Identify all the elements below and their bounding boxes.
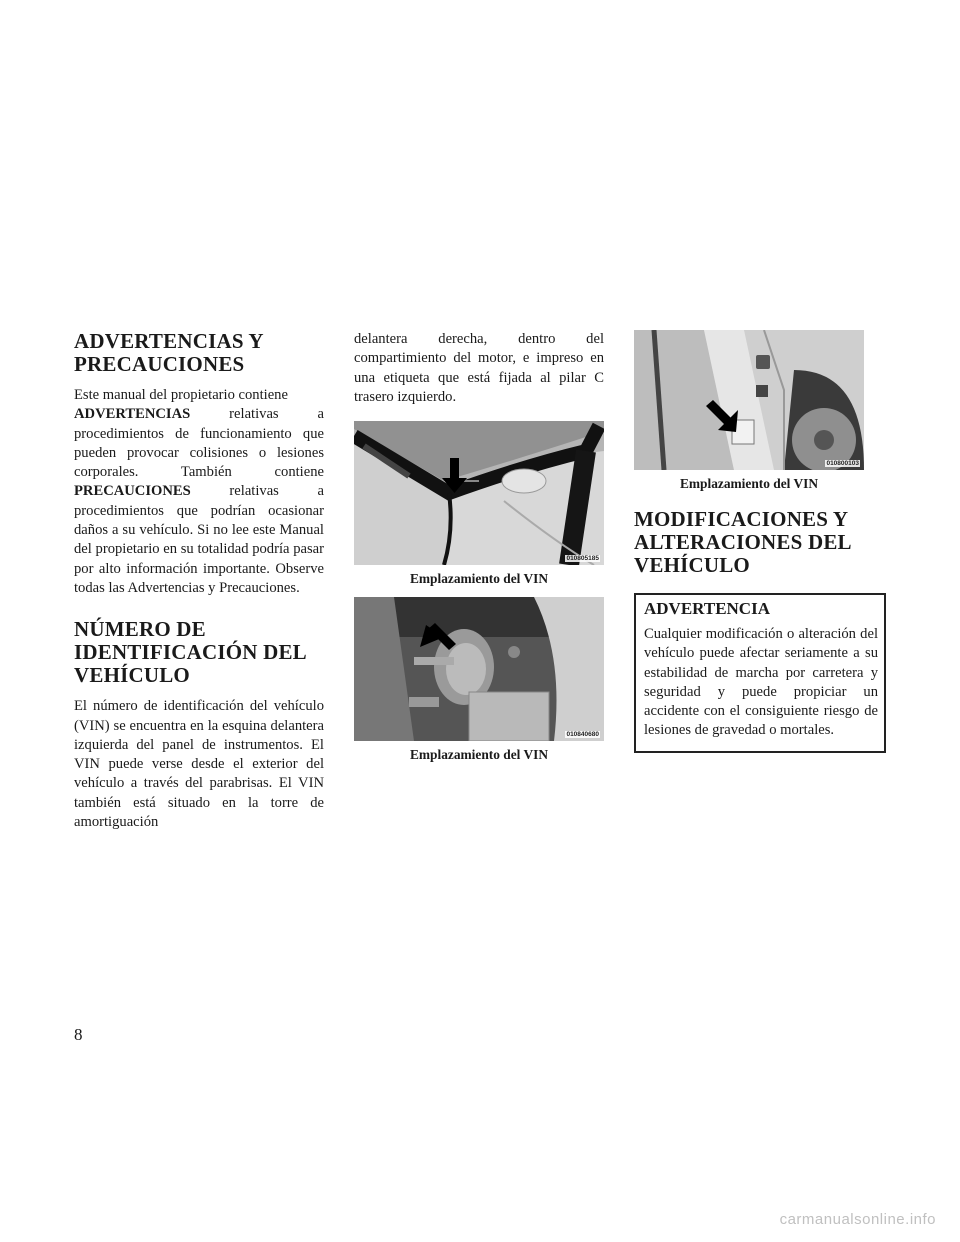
column-middle — [354, 330, 604, 763]
vin-body: El número de identificación del vehículo (VIN) se encuentra en la esquina delantera izquierda del panel de instrumentos. El VIN puede verse desde el exterior del vehículo a través del parabrisas. El VIN también está situado en la torre de amortiguación — [74, 698, 324, 831]
figure-vin-pillar — [634, 330, 864, 470]
text-run: Este manual del propietario contiene — [74, 387, 288, 403]
c-pillar-photo — [634, 330, 864, 470]
vin-body-continued: delantera derecha, dentro del compartimiento del motor, e impreso en una etiqueta que está fijada al pilar C trasero izquierdo. — [354, 331, 604, 405]
figure-caption: Emplazamiento del VIN — [679, 476, 819, 491]
bold-term-cautions: PRECAUCIONES — [74, 483, 191, 500]
bold-term-warnings: ADVERTENCIAS — [74, 406, 191, 423]
heading-modifications: MODIFICACIONES Y ALTERACIONES DEL VEHÍCULO — [634, 507, 851, 577]
warnings-cautions-body — [74, 386, 324, 598]
heading-vin: NÚMERO DE IDENTIFICACIÓN DEL VEHÍCULO — [74, 617, 306, 688]
windshield-photo — [354, 421, 604, 565]
engine-bay-photo — [354, 597, 604, 741]
warning-title: ADVERTENCIA — [644, 599, 770, 618]
watermark: carmanualsonline.info — [779, 1211, 936, 1228]
figure-vin-engine — [354, 597, 604, 741]
figure-code: 010805185 — [566, 555, 599, 563]
figure-caption: Emplazamiento del VIN — [409, 571, 549, 587]
column-left — [74, 330, 324, 852]
figure-vin-windshield — [354, 421, 604, 565]
warning-box — [634, 593, 886, 753]
figure-code: 010840680 — [566, 731, 599, 739]
page-number: 8 — [74, 1025, 83, 1044]
heading-warnings-cautions: ADVERTENCIAS Y PRECAUCIONES — [74, 329, 263, 376]
text-run: relativas a procedimientos de funcionamiento que pueden provocar colisiones o lesiones corporales. También contiene — [74, 406, 324, 481]
figure-caption: Emplazamiento del VIN — [409, 747, 549, 763]
text-run: relativas a procedimientos que podrían ocasionar daños a su vehículo. Si no lee este Manual del propietario en su totalidad podría pasar por alto información importante. Observe todas las Advertencias y Precauciones. — [74, 483, 324, 596]
figure-code: 010800103 — [826, 460, 859, 467]
warning-body: Cualquier modificación o alteración del vehículo puede afectar seriamente a su estabilidad de marcha por carretera y seguridad y puede propiciar un accidente con el consiguiente riesgo de lesiones de gravedad o mortales. — [644, 626, 878, 739]
column-right — [634, 330, 886, 753]
